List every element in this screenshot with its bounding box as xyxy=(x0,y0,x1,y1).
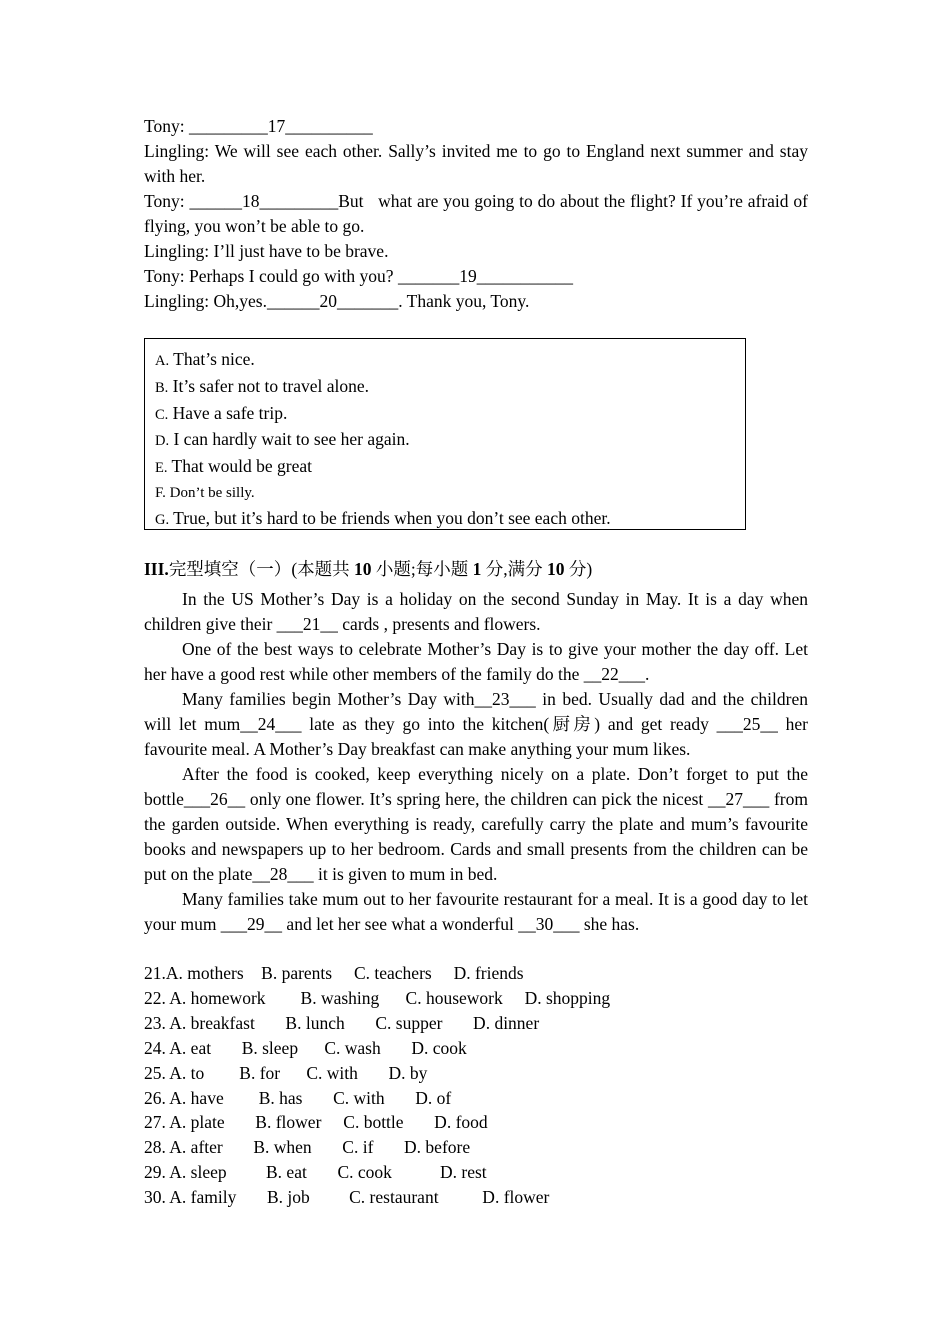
passage-paragraph: Many families begin Mother’s Day with__23___ in bed. Usually dad and the children will let mum__24___ late as they go into the kitchen(厨房) and get ready ___25__ her favourite meal. A Mother’s Day breakfast can make anything your mum likes. xyxy=(144,689,808,759)
question-item: 27. A. plate B. flower C. bottle D. food xyxy=(144,1112,488,1133)
question-list xyxy=(144,961,808,1210)
section-info-count: 10 xyxy=(354,559,372,579)
option-text: I can hardly wait to see her again. xyxy=(173,429,410,450)
dialogue-line: Tony: ______18_________But what are you going to do about the flight? If you’re afraid of flying, you won’t be able to go. xyxy=(144,191,813,236)
dialogue-line: Lingling: We will see each other. Sally’s invited me to go to England next summer and stay with her. xyxy=(144,141,813,186)
section-number: III. xyxy=(144,559,169,579)
question-item: 22. A. homework B. washing C. housework D. shopping xyxy=(144,987,611,1008)
section-info-score: 1 xyxy=(472,559,482,579)
option-item xyxy=(155,427,735,454)
question-item: 28. A. after B. when C. if D. before xyxy=(144,1137,471,1158)
option-item xyxy=(155,401,735,428)
question-item: 25. A. to B. for C. with D. by xyxy=(144,1062,428,1083)
options-box xyxy=(144,338,746,530)
dialogue-line: Tony: Perhaps I could go with you? _______19___________ xyxy=(144,266,573,286)
option-letter: B. xyxy=(155,379,169,396)
option-text: True, but it’s hard to be friends when you don’t see each other. xyxy=(173,507,611,528)
section-info: 小题;每小题 xyxy=(371,559,473,579)
option-letter: C. xyxy=(155,406,169,423)
section-heading xyxy=(144,557,592,582)
option-letter: G. xyxy=(155,511,170,528)
section-info: 分) xyxy=(564,559,593,579)
section-title: 完型填空（一） xyxy=(168,559,292,579)
passage-paragraph: Many families take mum out to her favourite restaurant for a meal. It is a good day to let your mum ___29__ and let her see what a wonderful __30___ she has. xyxy=(144,889,808,934)
question-item: 24. A. eat B. sleep C. wash D. cook xyxy=(144,1037,467,1058)
dialogue-line: Lingling: I’ll just have to be brave. xyxy=(144,241,389,261)
section-info: 分,满分 xyxy=(481,559,548,579)
question-item: 23. A. breakfast B. lunch C. supper D. dinner xyxy=(144,1012,540,1033)
option-letter: A. xyxy=(155,353,170,369)
dialogue-line: Lingling: Oh,yes.______20_______. Thank you, Tony. xyxy=(144,291,530,311)
option-text: That’s nice. xyxy=(173,349,255,369)
option-item xyxy=(155,347,735,374)
option-letter: F. xyxy=(155,484,166,501)
option-item xyxy=(155,506,735,533)
passage-paragraph: After the food is cooked, keep everything nicely on a plate. Don’t forget to put the bottle___26__ only one flower. It’s spring here, the children can pick the nicest __27___ from the garden outside. When everything is ready, carefully carry the plate and mum’s favourite books and newspapers up to her bedroom. Cards and small presents from the children can be put on the plate__28___ it is given to mum in bed. xyxy=(144,764,808,884)
question-item: 26. A. have B. has C. with D. of xyxy=(144,1087,452,1108)
section-info: (本题共 xyxy=(291,559,355,579)
option-letter: D. xyxy=(155,433,170,450)
dialogue-line: Tony: _________17__________ xyxy=(144,116,373,136)
option-text: That would be great xyxy=(171,456,312,477)
question-item: 29. A. sleep B. eat C. cook D. rest xyxy=(144,1162,487,1183)
dialogue-section xyxy=(144,114,813,314)
question-item: 21.A. mothers B. parents C. teachers D. friends xyxy=(144,963,524,983)
option-text: Don’t be silly. xyxy=(169,484,255,501)
passage-paragraph: One of the best ways to celebrate Mother’s Day is to give your mother the day off. Let her have a good rest while other members of the family do the __22___. xyxy=(144,639,808,684)
passage-paragraph: In the US Mother’s Day is a holiday on the second Sunday in May. It is a day when children give their ___21__ cards , presents and flowers. xyxy=(144,589,808,634)
option-item xyxy=(155,454,735,481)
option-item xyxy=(155,481,735,506)
cloze-passage xyxy=(144,587,808,937)
option-letter: E. xyxy=(155,460,168,477)
section-info-total: 10 xyxy=(547,559,565,579)
option-item xyxy=(155,374,735,401)
option-text: Have a safe trip. xyxy=(172,402,288,423)
question-item: 30. A. family B. job C. restaurant D. flower xyxy=(144,1187,550,1208)
option-text: It’s safer not to travel alone. xyxy=(172,375,369,396)
